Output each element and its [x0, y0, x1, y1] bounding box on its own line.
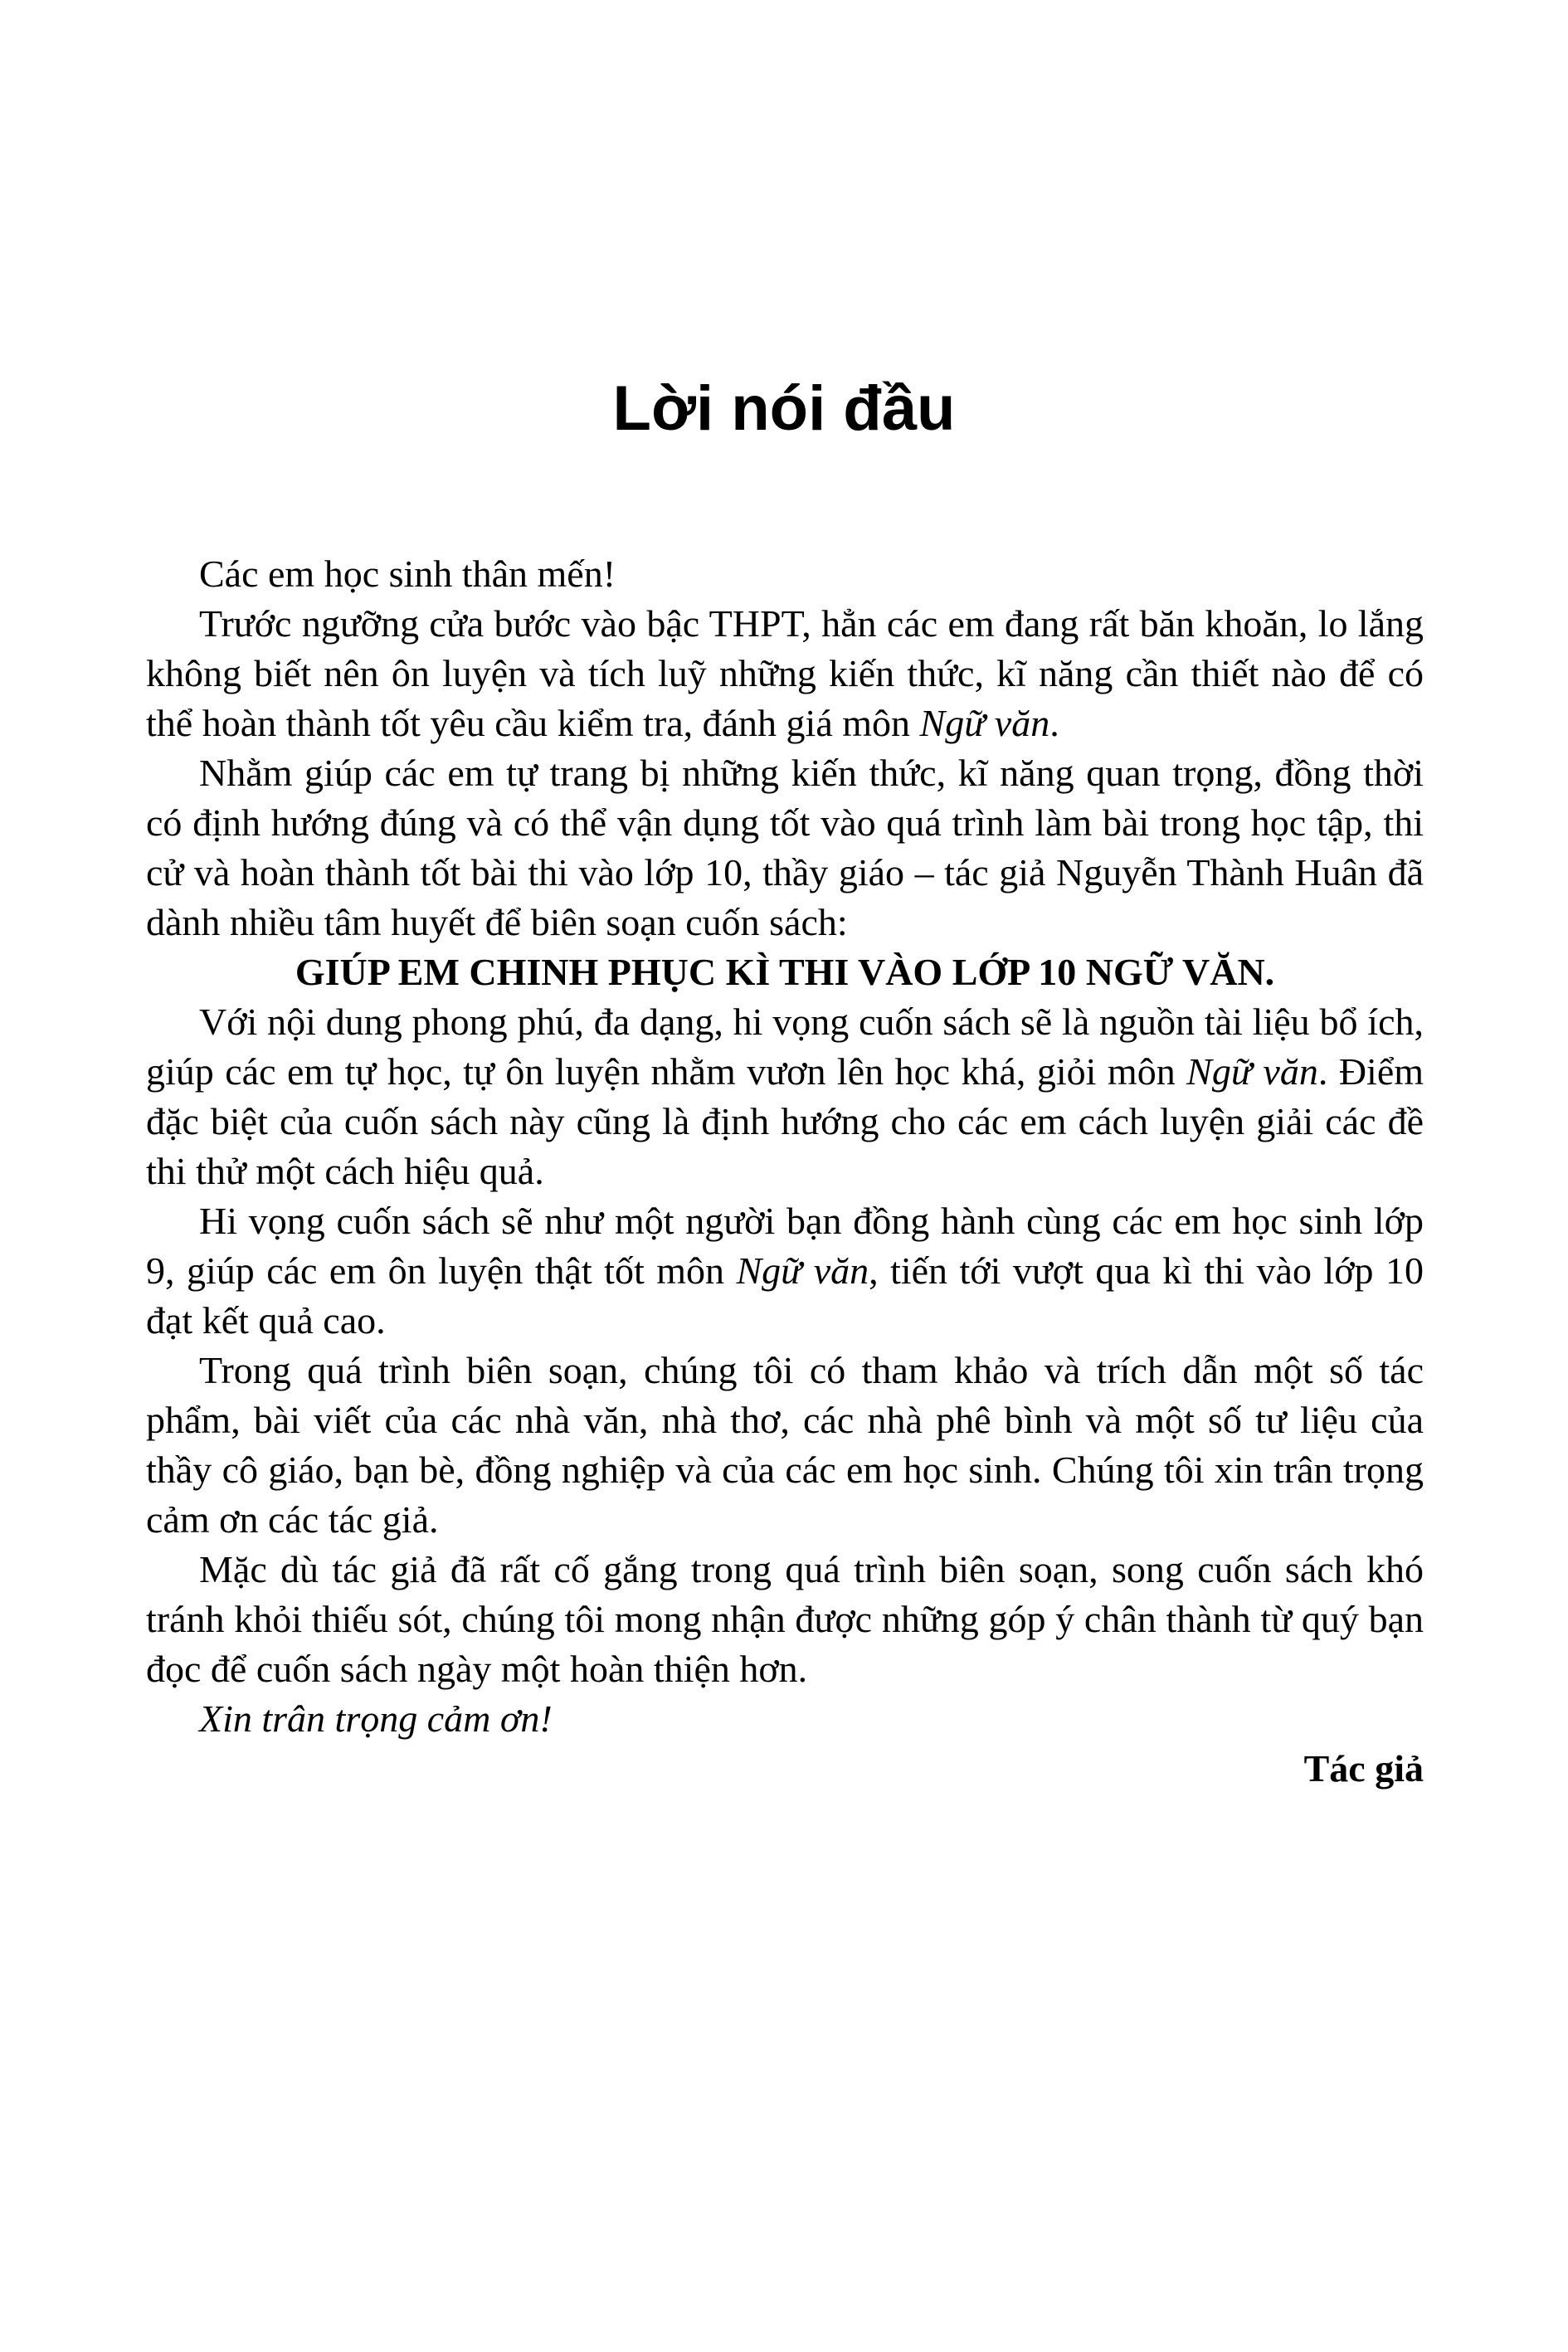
- text-segment: Hi vọng cuốn sách sẽ như một người bạn đồng hành cùng các em học sinh lớp 9, giúp các em ôn luyện thật tốt môn: [146, 1200, 1424, 1292]
- text-segment: Mặc dù tác giả đã rất cố gắng trong quá trình biên soạn, song cuốn sách khó tránh khỏi thiếu sót, chúng tôi mong nhận được những góp ý chân thành từ quý bạn đọc để cuốn sách ngày một hoàn thiện hơn.: [146, 1548, 1424, 1690]
- text-segment: . Điểm đặc biệt của cuốn sách này cũng là định hướng cho các em cách luyện giải các đề thi thử một cách hiệu quả.: [146, 1050, 1424, 1192]
- paragraph-purpose: [146, 748, 1424, 947]
- paragraph-apology: [146, 1545, 1424, 1694]
- text-segment: Trong quá trình biên soạn, chúng tôi có tham khảo và trích dẫn một số tác phẩm, bài viết của các nhà văn, nhà thơ, các nhà phê bình và một số tư liệu của thầy cô giáo, bạn bè, đồng nghiệp và của các em học sinh. Chúng tôi xin trân trọng cảm ơn các tác giả.: [146, 1349, 1424, 1541]
- book-title-line: [146, 947, 1424, 997]
- text-segment: Ngữ văn: [1186, 1050, 1318, 1093]
- text-segment: Các em học sinh thân mến!: [199, 553, 616, 595]
- page-title: Lời nói đầu: [612, 373, 956, 444]
- text-segment: Ngữ văn: [919, 702, 1050, 744]
- closing-thanks: [146, 1694, 1424, 1744]
- foreword-body: [146, 549, 1424, 1794]
- text-segment: Trước ngưỡng cửa bước vào bậc THPT, hẳn các em đang rất băn khoăn, lo lắng không biết nên ôn luyện và tích luỹ những kiến thức, kĩ năng cần thiết nào để có thể hoàn thành tốt yêu cầu kiểm tra, đánh giá môn: [146, 602, 1424, 744]
- paragraph-hope: [146, 1196, 1424, 1346]
- text-segment: Với nội dung phong phú, đa dạng, hi vọng cuốn sách sẽ là nguồn tài liệu bổ ích, giúp các em tự học, tự ôn luyện nhằm vươn lên học khá, giỏi môn: [146, 1001, 1424, 1093]
- text-segment: .: [1049, 702, 1059, 744]
- paragraph-greeting: [146, 549, 1424, 599]
- text-segment: Xin trân trọng cảm ơn!: [199, 1697, 553, 1740]
- text-segment: GIÚP EM CHINH PHỤC KÌ THI VÀO LỚP 10 NGỮ VĂN.: [295, 951, 1275, 993]
- text-segment: , tiến tới vượt qua kì thi vào lớp 10 đạt kết quả cao.: [146, 1249, 1424, 1342]
- text-segment: Nhằm giúp các em tự trang bị những kiến thức, kĩ năng quan trọng, đồng thời có định hướng đúng và có thể vận dụng tốt vào quá trình làm bài trong học tập, thi cử và hoàn thành tốt bài thi vào lớp 10, thầy giáo – tác giả Nguyễn Thành Huân đã dành nhiều tâm huyết để biên soạn cuốn sách:: [146, 752, 1424, 943]
- paragraph-content-overview: [146, 997, 1424, 1196]
- author-signature: Tác giả: [1303, 1747, 1424, 1790]
- text-segment: Ngữ văn: [736, 1249, 869, 1292]
- paragraph-intro: [146, 599, 1424, 748]
- paragraph-acknowledgement: [146, 1346, 1424, 1545]
